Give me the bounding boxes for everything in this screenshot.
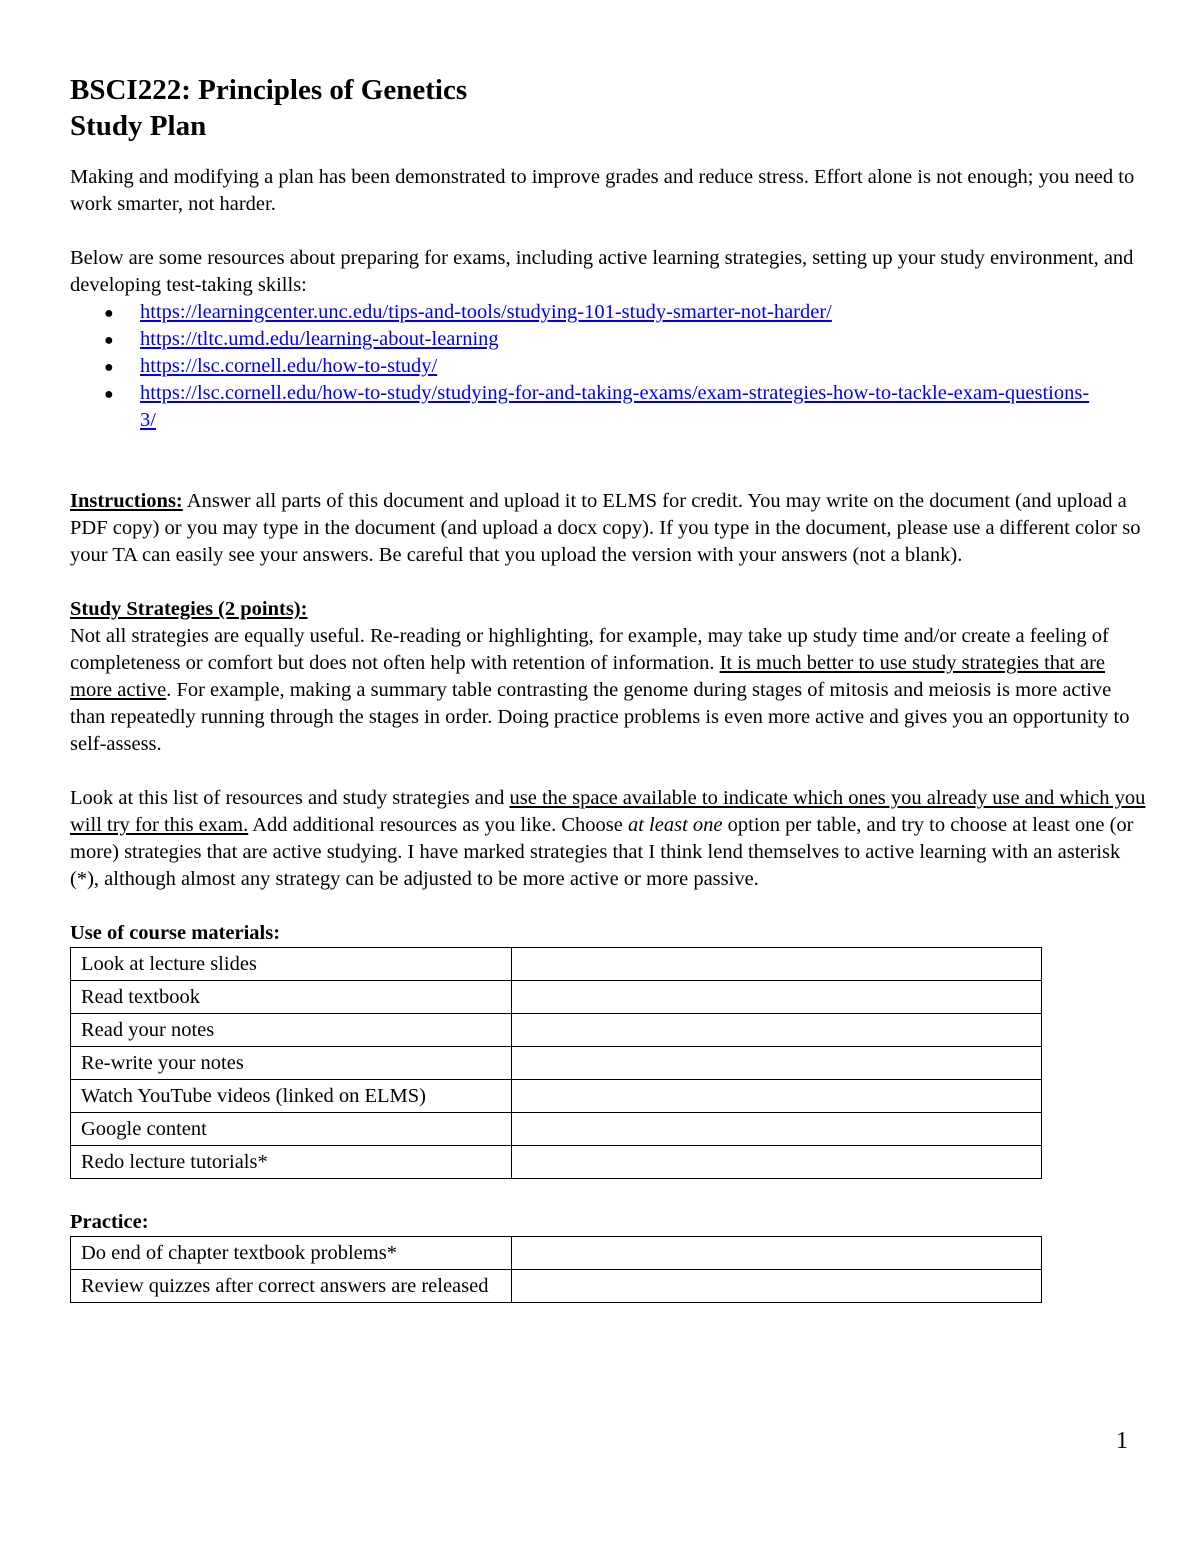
- practice-heading: Practice:: [70, 1211, 149, 1233]
- table-cell-label: Google content: [71, 1113, 512, 1146]
- strategies-emphasis: It is much better to use study strategies that are more active: [70, 652, 1105, 701]
- resource-link-cornell[interactable]: https://lsc.cornell.edu/how-to-study/: [140, 355, 438, 377]
- bullet-icon: ●: [104, 386, 114, 403]
- course-materials-table: [70, 947, 1042, 1179]
- table-row: [71, 1237, 1042, 1270]
- strategies-text: Add additional resources as you like. Choose: [248, 814, 628, 836]
- resources-intro: Below are some resources about preparing for exams, including active learning strategies, setting up your study environment, and developing test-taking skills:: [70, 247, 1134, 296]
- list-item: [70, 380, 1150, 434]
- instructions-paragraph: [70, 488, 1150, 569]
- table-row: [71, 1113, 1042, 1146]
- course-title: BSCI222: Principles of Genetics: [70, 74, 468, 106]
- table-cell-label: Watch YouTube videos (linked on ELMS): [71, 1080, 512, 1113]
- table-cell-label: Do end of chapter textbook problems*: [71, 1237, 512, 1270]
- table-cell-label: Redo lecture tutorials*: [71, 1146, 512, 1179]
- instructions-label: Instructions:: [70, 490, 183, 512]
- answer-cell[interactable]: [512, 948, 1042, 981]
- list-item: [70, 299, 1150, 326]
- resource-link-unc[interactable]: https://learningcenter.unc.edu/tips-and-tools/studying-101-study-smarter-not-harder/: [140, 301, 832, 323]
- table-cell-label: Read textbook: [71, 981, 512, 1014]
- list-item: [70, 353, 1150, 380]
- page-number: 1: [1116, 1428, 1128, 1454]
- strategies-italic: at least one: [627, 814, 723, 836]
- bullet-icon: ●: [104, 305, 114, 322]
- answer-cell[interactable]: [512, 981, 1042, 1014]
- strategies-text: . For example, making a summary table contrasting the genome during stages of mitosis and meiosis is more active than repeatedly running through the stages in order. Doing practice problems is even more active and gives you an opportunity to self-assess.: [70, 679, 1130, 755]
- table-cell-label: Review quizzes after correct answers are released: [71, 1270, 512, 1303]
- table-row: [71, 1146, 1042, 1179]
- strategies-paragraph-1: [70, 623, 1150, 758]
- course-materials-heading: Use of course materials:: [70, 922, 281, 944]
- resource-links-list: [70, 299, 1150, 434]
- strategies-text: Not all strategies are equally useful. Re-reading or highlighting, for example, may take up study time and/or create a feeling of completeness or comfort but does not often help with retention of information.: [70, 625, 1109, 674]
- strategies-text: option per table, and try to choose at least one (or more) strategies that are active studying. I have marked strategies that I think lend themselves to active learning with an asterisk (*), although almost any strategy can be adjusted to be more active or more passive.: [70, 814, 1134, 890]
- intro-paragraph: Making and modifying a plan has been demonstrated to improve grades and reduce stress. Effort alone is not enough; you need to work smarter, not harder.: [70, 166, 1135, 215]
- answer-cell[interactable]: [512, 1047, 1042, 1080]
- table-row: [71, 1047, 1042, 1080]
- instructions-text: Answer all parts of this document and upload it to ELMS for credit. You may write on the document (and upload a PDF copy) or you may type in the document (and upload a docx copy). If you type in the document, please use a different color so your TA can easily see your answers. Be careful that you upload the version with your answers (not a blank).: [70, 490, 1141, 566]
- table-row: [71, 1014, 1042, 1047]
- answer-cell[interactable]: [512, 1014, 1042, 1047]
- strategies-emphasis: use the space available to indicate which ones you already use and which you will try for this exam.: [70, 787, 1146, 836]
- table-row: [71, 981, 1042, 1014]
- answer-cell[interactable]: [512, 1146, 1042, 1179]
- list-item: [70, 326, 1150, 353]
- document-title: Study Plan: [70, 110, 207, 142]
- answer-cell[interactable]: [512, 1080, 1042, 1113]
- table-cell-label: Look at lecture slides: [71, 948, 512, 981]
- answer-cell[interactable]: [512, 1113, 1042, 1146]
- resource-link-cornell-exams[interactable]: https://lsc.cornell.edu/how-to-study/studying-for-and-taking-exams/exam-strategies-how-to-tackle-exam-questions-3/: [140, 382, 1090, 431]
- strategies-paragraph-2: [70, 785, 1150, 893]
- table-cell-label: Read your notes: [71, 1014, 512, 1047]
- practice-table: [70, 1236, 1042, 1303]
- resource-link-umd[interactable]: https://tltc.umd.edu/learning-about-learning: [140, 328, 499, 350]
- document-page: [70, 72, 1150, 1303]
- table-row: [71, 1080, 1042, 1113]
- answer-cell[interactable]: [512, 1270, 1042, 1303]
- strategies-text: Look at this list of resources and study strategies and: [70, 787, 510, 809]
- table-cell-label: Re-write your notes: [71, 1047, 512, 1080]
- study-strategies-heading: Study Strategies (2 points):: [70, 598, 308, 620]
- table-row: [71, 948, 1042, 981]
- bullet-icon: ●: [104, 359, 114, 376]
- bullet-icon: ●: [104, 332, 114, 349]
- answer-cell[interactable]: [512, 1237, 1042, 1270]
- table-row: [71, 1270, 1042, 1303]
